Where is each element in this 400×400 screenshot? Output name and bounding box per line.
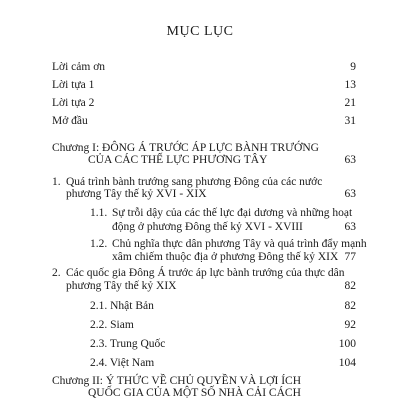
toc-entry-page: 92 (344, 319, 356, 331)
section-number: 1.1. (90, 207, 108, 219)
toc-entry-label: Lời tựa 1 (52, 79, 95, 91)
page-title: MỤC LỤC (166, 24, 234, 39)
chapter-title-line-2: CỦA CÁC THẾ LỰC PHƯƠNG TÂY (88, 154, 268, 166)
toc-entry-page: 82 (344, 280, 356, 292)
toc-entry-page: 31 (344, 115, 356, 127)
chapter-title-line-1: Chương II: Ý THỨC VỀ CHỦ QUYỀN VÀ LỢI ÍCH (52, 375, 301, 387)
toc-entry-page: 13 (344, 79, 356, 91)
section-title-line-2: động ở phương Đông thế kỷ XVI - XVIII (112, 221, 303, 233)
chapter-title-line-1: Chương I: ĐÔNG Á TRƯỚC ÁP LỰC BÀNH TRƯỚNG (52, 142, 319, 154)
toc-entry-label: Lời tựa 2 (52, 97, 95, 109)
toc-entry-label: 2.4. Việt Nam (90, 357, 155, 369)
toc-entry-label: 2.3. Trung Quốc (90, 338, 166, 350)
section-number: 1.2. (90, 238, 108, 250)
section-title-line-2: xâm chiếm thuộc địa ở phương Đông thế kỷ XIX (112, 251, 339, 263)
toc-entry-label: 2.2. Siam (90, 319, 134, 331)
toc-entry-page: 63 (344, 154, 356, 166)
section-title-line-1: Các quốc gia Đông Á trước áp lực bành trướng của thực dân (66, 267, 345, 279)
section-title-line-1: Chủ nghĩa thực dân phương Tây và quá trình đẩy mạnh (112, 238, 367, 250)
toc-entry-page: 77 (344, 251, 356, 263)
toc-entry-page: 82 (344, 300, 356, 312)
toc-entry-label: Lời cảm ơn (52, 61, 106, 73)
toc-entry-label: Mở đầu (52, 115, 88, 127)
chapter-title-line-2: QUỐC GIA CỦA MỘT SỐ NHÀ CẢI CÁCH (88, 387, 301, 399)
toc-entry-label: 2.1. Nhật Bản (90, 300, 154, 312)
toc-entry-page: 9 (350, 61, 356, 73)
toc-entry-page: 63 (344, 221, 356, 233)
section-number: 2. (52, 267, 61, 279)
section-number: 1. (52, 176, 61, 188)
toc-entry-page: 104 (338, 357, 356, 369)
toc-entry-page: 21 (344, 97, 356, 109)
section-title-line-1: Quá trình bành trướng sang phương Đông của các nước (66, 176, 323, 188)
section-title-line-1: Sự trỗi dậy của các thế lực đại dương và những hoạt (112, 207, 353, 219)
toc-entry-page: 100 (338, 338, 356, 350)
section-title-line-2: phương Tây thế kỷ XIX (66, 280, 177, 292)
toc-entry-page: 63 (344, 188, 356, 200)
section-title-line-2: phương Tây thế kỷ XVI - XIX (66, 188, 207, 200)
